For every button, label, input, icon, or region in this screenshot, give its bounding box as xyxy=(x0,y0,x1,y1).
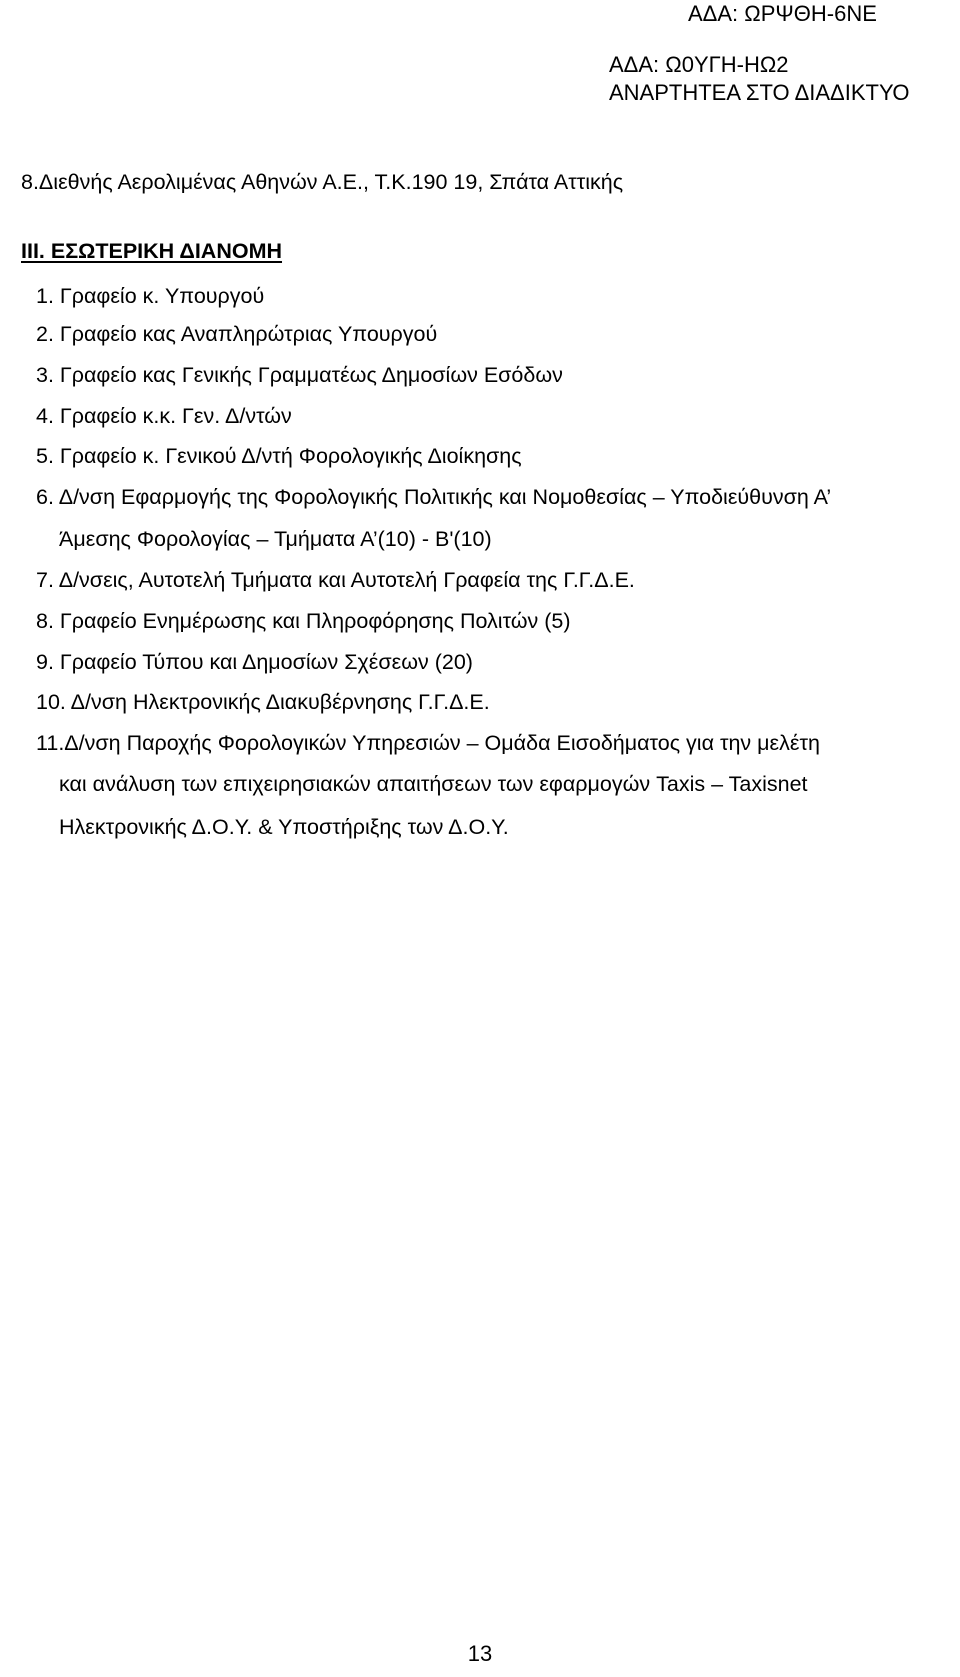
distribution-item-2: 2. Γραφείο κας Αναπληρώτριας Υπουργού xyxy=(36,322,438,346)
distribution-item-11-continuation-2: Ηλεκτρονικής Δ.Ο.Υ. & Υποστήριξης των Δ.Ο.Υ. xyxy=(59,815,509,839)
distribution-item-11-continuation-1: και ανάλυση των επιχειρησιακών απαιτήσεων των εφαρμογών Taxis – Taxisnet xyxy=(59,772,808,796)
distribution-item-7: 7. Δ/νσεις, Αυτοτελή Τμήματα και Αυτοτελή Γραφεία της Γ.Γ.Δ.Ε. xyxy=(36,568,635,592)
distribution-item-6-continuation: Άμεσης Φορολογίας – Τμήματα Α’(10) - Β'(10) xyxy=(59,527,492,551)
internal-distribution-heading: ΙΙΙ. ΕΣΩΤΕΡΙΚΗ ΔΙΑΝΟΜΗ xyxy=(21,239,283,263)
ada-code-primary: ΑΔΑ: ΩΡΨΘΗ-6ΝΕ xyxy=(688,1,877,26)
distribution-item-6: 6. Δ/νση Εφαρμογής της Φορολογικής Πολιτικής και Νομοθεσίας – Υποδιεύθυνση Α’ xyxy=(36,485,832,509)
distribution-item-11: 11.Δ/νση Παροχής Φορολογικών Υπηρεσιών – Ομάδα Εισοδήματος για την μελέτη xyxy=(36,731,820,755)
distribution-item-5: 5. Γραφείο κ. Γενικού Δ/ντή Φορολογικής Διοίκησης xyxy=(36,444,522,468)
distribution-item-4: 4. Γραφείο κ.κ. Γεν. Δ/ντών xyxy=(36,404,292,428)
distribution-item-3: 3. Γραφείο κας Γενικής Γραμματέως Δημοσίων Εσόδων xyxy=(36,363,563,387)
distribution-item-9: 9. Γραφείο Τύπου και Δημοσίων Σχέσεων (20) xyxy=(36,650,473,674)
ada-code-secondary: ΑΔΑ: Ω0ΥΓΗ-ΗΩ2 xyxy=(609,52,789,77)
distribution-item-8: 8. Γραφείο Ενημέρωσης και Πληροφόρησης Πολιτών (5) xyxy=(36,609,571,633)
recipient-item-8: 8.Διεθνής Αερολιμένας Αθηνών Α.Ε., Τ.Κ.190 19, Σπάτα Αττικής xyxy=(21,170,624,194)
page-number: 13 xyxy=(467,1641,493,1666)
distribution-item-1: 1. Γραφείο κ. Υπουργού xyxy=(36,284,265,308)
publication-notice: ΑΝΑΡΤΗΤΕΑ ΣΤΟ ΔΙΑΔΙΚΤΥΟ xyxy=(609,80,910,105)
distribution-item-10: 10. Δ/νση Ηλεκτρονικής Διακυβέρνησης Γ.Γ.Δ.Ε. xyxy=(36,690,490,714)
ada-block xyxy=(609,51,910,107)
